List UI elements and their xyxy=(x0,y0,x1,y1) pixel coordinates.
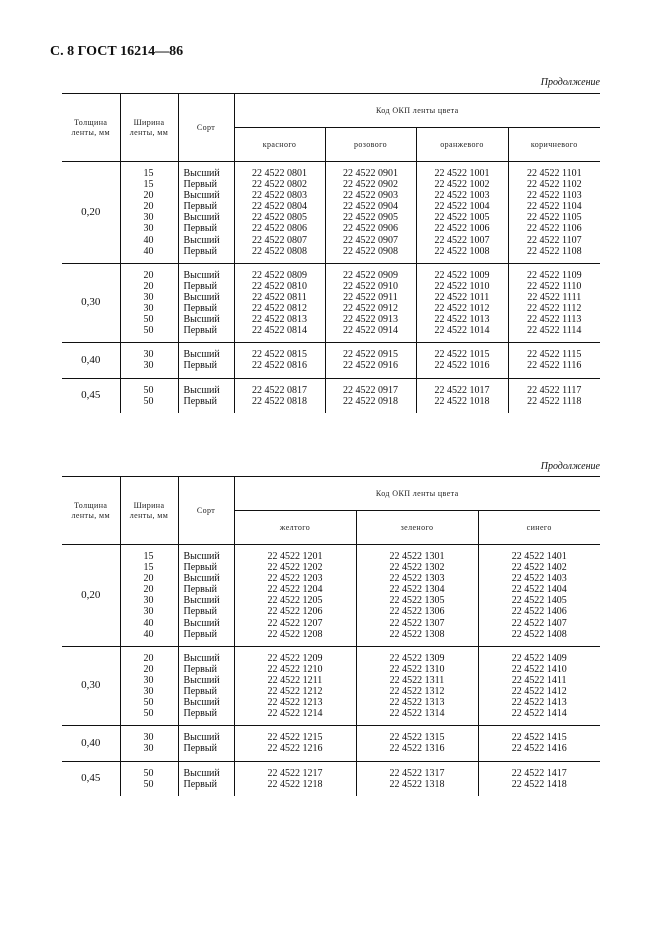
cell-value: 30 xyxy=(143,212,154,224)
cell-value: 20 xyxy=(143,663,154,675)
cell-value: 22 4522 0901 xyxy=(343,168,398,179)
cell-value: 22 4522 1202 xyxy=(267,562,323,574)
cell-value: 30 xyxy=(143,606,154,618)
cell-value: 22 4522 1308 xyxy=(389,628,445,640)
cell-value: 15 xyxy=(143,168,154,179)
cell-value: 22 4522 1116 xyxy=(527,360,582,372)
width-cell xyxy=(120,162,178,264)
cell-value: 22 4522 0916 xyxy=(343,360,398,372)
header-code-group: Код ОКП ленты цвета xyxy=(234,94,600,128)
cell-value: Первый xyxy=(183,562,217,574)
cell-value: 22 4522 0806 xyxy=(252,223,307,235)
width-cell xyxy=(120,726,178,761)
okp-code-cell xyxy=(325,263,416,343)
cell-value: 20 xyxy=(143,280,154,292)
thickness-cell: 0,40 xyxy=(62,343,120,378)
cell-value: 20 xyxy=(143,190,154,202)
cell-value: 22 4522 1414 xyxy=(511,708,567,720)
cell-value: 22 4522 1211 xyxy=(267,674,323,686)
cell-value: Высший xyxy=(183,767,220,779)
cell-value: 22 4522 1201 xyxy=(267,551,323,562)
cell-value: 22 4522 0805 xyxy=(252,212,307,224)
cell-value: 30 xyxy=(143,674,154,686)
okp-code-cell xyxy=(356,545,478,647)
width-cell xyxy=(120,263,178,343)
okp-code-cell xyxy=(356,726,478,761)
cell-value: 22 4522 0907 xyxy=(343,234,398,246)
cell-value: Высший xyxy=(183,595,220,607)
cell-value: Высший xyxy=(183,234,220,246)
cell-value: 30 xyxy=(143,595,154,607)
cell-value: Первый xyxy=(183,303,217,315)
cell-value: 22 4522 1204 xyxy=(267,584,323,596)
cell-value: 22 4522 1216 xyxy=(267,743,323,755)
width-cell xyxy=(120,646,178,726)
cell-value: 22 4522 1113 xyxy=(527,314,582,326)
cell-value: 22 4522 0818 xyxy=(252,395,307,407)
cell-value: 22 4522 0813 xyxy=(252,314,307,326)
cell-value: 22 4522 0802 xyxy=(252,179,307,191)
cell-value: Первый xyxy=(183,778,217,790)
cell-value: 22 4522 1203 xyxy=(267,573,323,585)
cell-value: Высший xyxy=(183,168,220,179)
cell-value: 22 4522 1108 xyxy=(526,245,582,257)
cell-value: 22 4522 0908 xyxy=(343,245,398,257)
cell-value: 22 4522 1206 xyxy=(267,606,323,618)
cell-value: Первый xyxy=(183,245,217,257)
cell-value: Высший xyxy=(183,617,220,629)
okp-code-cell xyxy=(234,343,325,378)
cell-value: 22 4522 1209 xyxy=(267,652,323,664)
cell-value: Первый xyxy=(183,584,217,596)
cell-value: 22 4522 1212 xyxy=(267,686,323,698)
cell-value: 50 xyxy=(143,767,154,779)
cell-value: Высший xyxy=(183,697,220,709)
grade-cell xyxy=(178,378,234,413)
okp-code-table-2 xyxy=(62,476,600,796)
cell-value: Первый xyxy=(183,280,217,292)
cell-value: 40 xyxy=(143,628,154,640)
cell-value: 22 4522 1106 xyxy=(526,223,582,235)
okp-code-cell xyxy=(478,545,600,647)
cell-value: 22 4522 1008 xyxy=(434,245,490,257)
cell-value: 22 4522 0906 xyxy=(343,223,398,235)
thickness-cell: 0,20 xyxy=(81,205,101,218)
cell-value: 22 4522 1301 xyxy=(389,551,445,562)
cell-value: 22 4522 1311 xyxy=(389,674,445,686)
cell-value: 22 4522 1214 xyxy=(267,708,323,720)
cell-value: 22 4522 1009 xyxy=(434,269,490,281)
cell-value: 22 4522 1405 xyxy=(511,595,567,607)
cell-value: 22 4522 1303 xyxy=(389,573,445,585)
cell-value: 22 4522 1104 xyxy=(526,201,582,213)
cell-value: 22 4522 1418 xyxy=(511,778,567,790)
cell-value: 22 4522 0903 xyxy=(343,190,398,202)
okp-code-cell xyxy=(508,263,600,343)
cell-value: 22 4522 1312 xyxy=(389,686,445,698)
cell-value: 22 4522 0816 xyxy=(252,360,307,372)
cell-value: Первый xyxy=(183,628,217,640)
header-grade: Сорт xyxy=(178,477,234,545)
okp-code-cell xyxy=(356,646,478,726)
okp-code-cell xyxy=(234,646,356,726)
grade-cell xyxy=(178,343,234,378)
cell-value: 22 4522 1017 xyxy=(434,384,490,396)
cell-value: Высший xyxy=(183,652,220,664)
cell-value: 22 4522 1416 xyxy=(511,743,567,755)
cell-value: 22 4522 0811 xyxy=(252,291,307,303)
thickness-cell: 0,40 xyxy=(62,726,120,761)
cell-value: 22 4522 0814 xyxy=(252,325,307,337)
cell-value: 22 4522 1007 xyxy=(434,234,490,246)
header-color: зеленого xyxy=(356,511,478,545)
okp-code-cell xyxy=(234,378,325,413)
okp-code-cell xyxy=(234,761,356,796)
table-row-group xyxy=(62,263,600,343)
cell-value: 22 4522 1410 xyxy=(511,663,567,675)
cell-value: Высший xyxy=(183,314,220,326)
cell-value: 22 4522 1217 xyxy=(267,767,323,779)
cell-value: 22 4522 1003 xyxy=(434,190,490,202)
table-row-group xyxy=(62,646,600,726)
cell-value: 22 4522 1004 xyxy=(434,201,490,213)
cell-value: 22 4522 1318 xyxy=(389,778,445,790)
cell-value: Высший xyxy=(183,732,220,744)
cell-value: 50 xyxy=(143,697,154,709)
grade-cell xyxy=(178,646,234,726)
cell-value: 22 4522 1314 xyxy=(389,708,445,720)
cell-value: Первый xyxy=(183,743,217,755)
cell-value: 40 xyxy=(143,617,154,629)
cell-value: Высший xyxy=(183,269,220,281)
okp-code-cell xyxy=(234,545,356,647)
cell-value: 22 4522 0817 xyxy=(252,384,307,396)
thickness-cell: 0,20 xyxy=(81,588,101,601)
okp-code-cell xyxy=(508,162,600,264)
cell-value: 30 xyxy=(143,360,154,372)
cell-value: 30 xyxy=(143,303,154,315)
width-cell xyxy=(120,545,178,647)
cell-value: 50 xyxy=(143,314,154,326)
cell-value: 22 4522 1309 xyxy=(389,652,445,664)
cell-value: 22 4522 1109 xyxy=(526,269,582,281)
cell-value: 22 4522 1417 xyxy=(511,767,567,779)
header-color: желтого xyxy=(234,511,356,545)
cell-value: 30 xyxy=(143,732,154,744)
okp-code-cell xyxy=(478,646,600,726)
cell-value: 22 4522 1115 xyxy=(527,349,582,361)
okp-code-cell xyxy=(325,378,416,413)
cell-value: 30 xyxy=(143,743,154,755)
cell-value: 40 xyxy=(143,234,154,246)
table-row-group xyxy=(62,162,600,264)
table-row-group xyxy=(62,761,600,796)
okp-code-cell xyxy=(234,726,356,761)
cell-value: 22 4522 1218 xyxy=(267,778,323,790)
cell-value: Первый xyxy=(183,708,217,720)
cell-value: 30 xyxy=(143,223,154,235)
cell-value: 50 xyxy=(143,778,154,790)
grade-cell xyxy=(178,545,234,647)
cell-value: 22 4522 1012 xyxy=(434,303,490,315)
cell-value: Высший xyxy=(183,349,220,361)
okp-code-cell xyxy=(234,263,325,343)
cell-value: 22 4522 1103 xyxy=(526,190,582,202)
cell-value: 22 4522 1110 xyxy=(527,280,582,292)
header-color: розового xyxy=(325,128,416,162)
header-color: красного xyxy=(234,128,325,162)
cell-value: 22 4522 1404 xyxy=(511,584,567,596)
okp-code-table-1 xyxy=(62,93,600,413)
cell-value: Первый xyxy=(183,606,217,618)
cell-value: 22 4522 1302 xyxy=(389,562,445,574)
cell-value: 22 4522 0914 xyxy=(343,325,398,337)
okp-code-cell xyxy=(416,343,508,378)
continuation-label-1: Продолжение xyxy=(540,77,600,88)
cell-value: 22 4522 1213 xyxy=(267,697,323,709)
cell-value: Первый xyxy=(183,360,217,372)
cell-value: 22 4522 0801 xyxy=(252,168,307,179)
okp-code-cell xyxy=(416,162,508,264)
cell-value: 40 xyxy=(143,245,154,257)
cell-value: 20 xyxy=(143,573,154,585)
cell-value: 22 4522 1306 xyxy=(389,606,445,618)
cell-value: 22 4522 0904 xyxy=(343,201,398,213)
cell-value: 22 4522 1408 xyxy=(511,628,567,640)
table-row-group xyxy=(62,343,600,378)
cell-value: Первый xyxy=(183,663,217,675)
cell-value: Высший xyxy=(183,212,220,224)
cell-value: 22 4522 0913 xyxy=(343,314,398,326)
cell-value: 22 4522 1016 xyxy=(434,360,490,372)
cell-value: Первый xyxy=(183,395,217,407)
cell-value: 22 4522 1015 xyxy=(434,349,490,361)
header-thickness: Толщина ленты, мм xyxy=(62,94,120,162)
width-cell xyxy=(120,343,178,378)
cell-value: 15 xyxy=(143,562,154,574)
cell-value: 20 xyxy=(143,584,154,596)
grade-cell xyxy=(178,726,234,761)
cell-value: 22 4522 1411 xyxy=(511,674,567,686)
okp-code-cell xyxy=(478,726,600,761)
cell-value: 22 4522 1310 xyxy=(389,663,445,675)
cell-value: 30 xyxy=(143,349,154,361)
continuation-label-2: Продолжение xyxy=(540,461,600,472)
okp-code-cell xyxy=(356,761,478,796)
header-thickness: Толщина ленты, мм xyxy=(62,477,120,545)
cell-value: 22 4522 1014 xyxy=(434,325,490,337)
cell-value: 22 4522 1407 xyxy=(511,617,567,629)
header-code-group: Код ОКП ленты цвета xyxy=(234,477,600,511)
cell-value: 20 xyxy=(143,652,154,664)
cell-value: Первый xyxy=(183,223,217,235)
width-cell xyxy=(120,378,178,413)
cell-value: 22 4522 1005 xyxy=(434,212,490,224)
cell-value: 22 4522 0810 xyxy=(252,280,307,292)
cell-value: 22 4522 1402 xyxy=(511,562,567,574)
cell-value: 50 xyxy=(143,708,154,720)
cell-value: 15 xyxy=(143,179,154,191)
cell-value: 22 4522 1215 xyxy=(267,732,323,744)
okp-code-cell xyxy=(416,263,508,343)
okp-code-cell xyxy=(508,378,600,413)
cell-value: 50 xyxy=(143,325,154,337)
cell-value: 30 xyxy=(143,686,154,698)
cell-value: 22 4522 1403 xyxy=(511,573,567,585)
okp-code-cell xyxy=(234,162,325,264)
thickness-cell: 0,45 xyxy=(62,761,120,796)
cell-value: 50 xyxy=(143,395,154,407)
cell-value: Высший xyxy=(183,551,220,562)
cell-value: 22 4522 1315 xyxy=(389,732,445,744)
cell-value: Высший xyxy=(183,190,220,202)
thickness-cell: 0,30 xyxy=(62,646,120,726)
cell-value: 22 4522 1406 xyxy=(511,606,567,618)
cell-value: 22 4522 1207 xyxy=(267,617,323,629)
thickness-cell: 0,30 xyxy=(62,263,120,343)
header-color: коричневого xyxy=(508,128,600,162)
cell-value: 22 4522 0807 xyxy=(252,234,307,246)
cell-value: 22 4522 1010 xyxy=(434,280,490,292)
okp-code-cell xyxy=(325,162,416,264)
cell-value: 22 4522 1006 xyxy=(434,223,490,235)
cell-value: 22 4522 0911 xyxy=(343,291,398,303)
okp-code-cell xyxy=(508,343,600,378)
width-cell xyxy=(120,761,178,796)
table-row-group xyxy=(62,726,600,761)
cell-value: 30 xyxy=(143,291,154,303)
cell-value: Высший xyxy=(183,384,220,396)
cell-value: 22 4522 1304 xyxy=(389,584,445,596)
grade-cell xyxy=(178,761,234,796)
cell-value: 22 4522 0915 xyxy=(343,349,398,361)
cell-value: 22 4522 1317 xyxy=(389,767,445,779)
cell-value: 22 4522 1013 xyxy=(434,314,490,326)
cell-value: 22 4522 0815 xyxy=(252,349,307,361)
header-color: оранжевого xyxy=(416,128,508,162)
cell-value: 22 4522 1105 xyxy=(526,212,582,224)
cell-value: 22 4522 1413 xyxy=(511,697,567,709)
cell-value: 22 4522 0812 xyxy=(252,303,307,315)
cell-value: 22 4522 1305 xyxy=(389,595,445,607)
cell-value: 22 4522 0803 xyxy=(252,190,307,202)
cell-value: 22 4522 1205 xyxy=(267,595,323,607)
cell-value: 22 4522 0804 xyxy=(252,201,307,213)
cell-value: 20 xyxy=(143,201,154,213)
cell-value: Высший xyxy=(183,291,220,303)
header-width: Ширина ленты, мм xyxy=(120,477,178,545)
cell-value: 22 4522 1210 xyxy=(267,663,323,675)
cell-value: 22 4522 1313 xyxy=(389,697,445,709)
cell-value: 22 4522 0905 xyxy=(343,212,398,224)
cell-value: 22 4522 1111 xyxy=(527,291,582,303)
grade-cell xyxy=(178,162,234,264)
cell-value: 22 4522 1001 xyxy=(434,168,490,179)
cell-value: 22 4522 1307 xyxy=(389,617,445,629)
cell-value: 22 4522 1114 xyxy=(527,325,582,337)
cell-value: 22 4522 1412 xyxy=(511,686,567,698)
cell-value: 22 4522 0918 xyxy=(343,395,398,407)
cell-value: 22 4522 1118 xyxy=(527,395,582,407)
cell-value: 22 4522 1101 xyxy=(526,168,582,179)
grade-cell xyxy=(178,263,234,343)
cell-value: 22 4522 1409 xyxy=(511,652,567,664)
cell-value: 22 4522 0902 xyxy=(343,179,398,191)
cell-value: 22 4522 1415 xyxy=(511,732,567,744)
cell-value: Первый xyxy=(183,325,217,337)
cell-value: 20 xyxy=(143,269,154,281)
cell-value: 22 4522 1002 xyxy=(434,179,490,191)
cell-value: 50 xyxy=(143,384,154,396)
cell-value: 22 4522 0808 xyxy=(252,245,307,257)
okp-code-cell xyxy=(478,761,600,796)
cell-value: 22 4522 1117 xyxy=(527,384,582,396)
cell-value: Первый xyxy=(183,686,217,698)
page-header: С. 8 ГОСТ 16214—86 xyxy=(50,44,184,59)
cell-value: 22 4522 0909 xyxy=(343,269,398,281)
cell-value: 22 4522 1102 xyxy=(526,179,582,191)
cell-value: 22 4522 1018 xyxy=(434,395,490,407)
cell-value: 15 xyxy=(143,551,154,562)
okp-code-cell xyxy=(325,343,416,378)
cell-value: 22 4522 0910 xyxy=(343,280,398,292)
cell-value: 22 4522 1107 xyxy=(526,234,582,246)
cell-value: 22 4522 1112 xyxy=(527,303,582,315)
okp-code-cell xyxy=(416,378,508,413)
cell-value: Первый xyxy=(183,179,217,191)
cell-value: 22 4522 1401 xyxy=(511,551,567,562)
cell-value: 22 4522 0809 xyxy=(252,269,307,281)
cell-value: Высший xyxy=(183,674,220,686)
header-color: синего xyxy=(478,511,600,545)
cell-value: Первый xyxy=(183,201,217,213)
cell-value: 22 4522 0912 xyxy=(343,303,398,315)
cell-value: 22 4522 0917 xyxy=(343,384,398,396)
cell-value: 22 4522 1208 xyxy=(267,628,323,640)
header-grade: Сорт xyxy=(178,94,234,162)
thickness-cell: 0,45 xyxy=(62,378,120,413)
table-row-group xyxy=(62,378,600,413)
table-row-group xyxy=(62,545,600,647)
cell-value: 22 4522 1316 xyxy=(389,743,445,755)
cell-value: Высший xyxy=(183,573,220,585)
cell-value: 22 4522 1011 xyxy=(434,291,490,303)
header-width: Ширина ленты, мм xyxy=(120,94,178,162)
